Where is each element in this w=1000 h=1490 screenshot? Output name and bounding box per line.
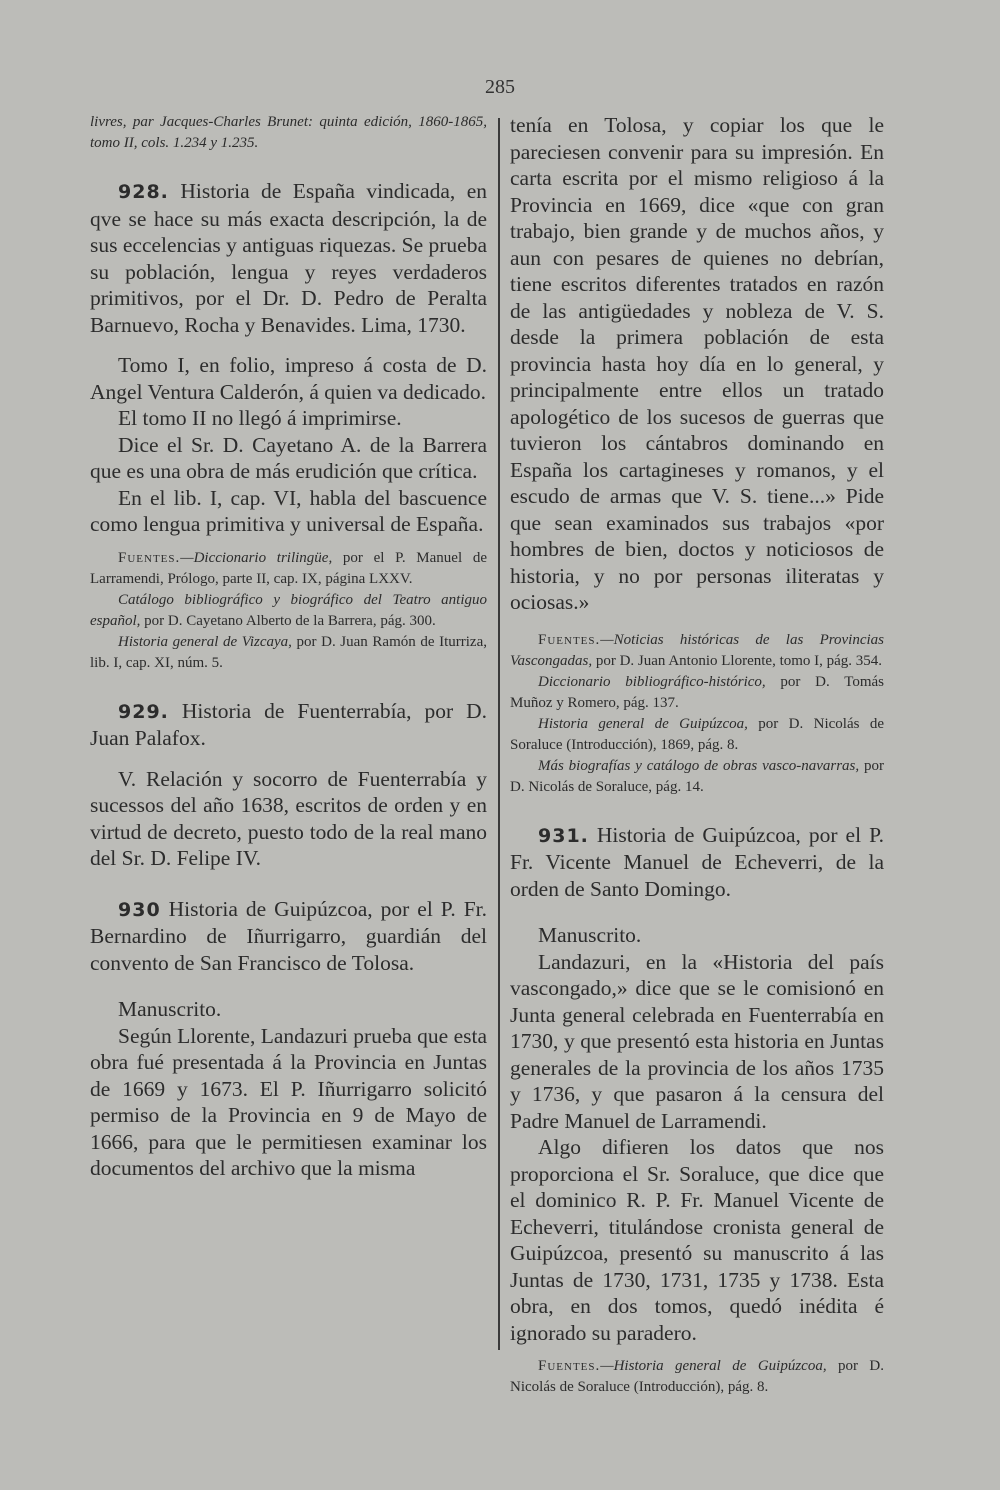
intro-text: livres, par Jacques-Charles Brunet: quinta edición, 1860-1865, tomo II, cols. 1.234 y 1.235. — [90, 114, 487, 151]
entry-number: 928. — [118, 181, 169, 203]
source-detail: por D. Juan Ramón de Iturriza, lib. I, cap. XI, núm. 5. — [90, 633, 487, 671]
paragraph: En el lib. I, cap. VI, habla del bascuence como lengua primitiva y universal de España. — [90, 485, 487, 536]
paragraph: V. Relación y socorro de Fuenterrabía y sucessos del año 1638, escritos de orden y en virtud de decreto, puesto todo de la real mano del Sr. D. Felipe IV. — [90, 766, 487, 870]
paragraph: Tomo I, en folio, impreso á costa de D. Angel Ventura Calderón, á quien va dedicado. — [90, 353, 487, 404]
sources-note — [510, 756, 884, 798]
entry-title: Historia de Fuenterrabía, por D. Juan Palafox. — [90, 698, 488, 750]
column-divider — [498, 118, 500, 1350]
source-detail: por el P. Manuel de Larramendi, Prólogo, parte II, cap. IX, página LXXV. — [90, 549, 487, 587]
entry-title: Historia de Guipúzcoa, por el P. Fr. Vicente Manuel de Echeverri, de la orden de Santo Domingo. — [510, 822, 885, 901]
entry-number: 929. — [118, 700, 169, 723]
entry-928-heading — [90, 178, 487, 338]
source-title: —Historia general de Guipúzcoa, — [600, 1358, 827, 1374]
entry-title: Historia de España vindicada, en qve se hace su más exacta descripción, la de sus eccelencias y antiguas riquezas. Se prueba su población, lengua y reyes verdaderos primitivos, por el Dr. D. Pedro de Peralta Barnuevo, Rocha y Benavides. Lima, 1730. — [90, 179, 488, 337]
source-title: —Diccionario trilingüe, — [180, 549, 333, 566]
paragraph-continuation: tenía en Tolosa, y copiar los que le pareciesen convenir para su impresión. En carta escrita por el mismo religioso á la Provincia en 1669, dice «que con gran trabajo, bien grande y de muchos años, y aun con pesares de quienes no debrían, tiene escritos diferentes tratados en razón de las antigüedades y nobleza de V. S. desde la primera población de esta provincia hasta hoy día en lo general, y principalmente entre ellos un tratado apologético de los sucesos de guerras que tuvieron los cántabros dominando en España los cartagineses y romanos, y el escudo de armas que V. S. tiene...» Pide que sean examinados sus trabajos «por hombres de bien, doctos y noticiosos de historia, y no por personas iliteratas y ociosas.» — [510, 113, 884, 614]
source-title: Más biografías y catálogo de obras vasco-navarras, — [538, 757, 860, 774]
source-title: Catálogo bibliográfico y biográfico del Teatro antiguo español, — [90, 591, 487, 629]
sources-note — [510, 1356, 884, 1398]
source-detail: por D. Nicolás de Soraluce (Introducción), pág. 8. — [510, 1358, 885, 1395]
sources-note — [510, 714, 884, 756]
paragraph: Landazuri, en la «Historia del país vascongado,» dice que se le comisionó en Junta general celebrada en Fuenterrabía en 1730, y que presentó esta historia en Juntas generales de la provincia de los años 1735 y 1736, y que pasaron á la censura del Padre Manuel de Larramendi. — [510, 949, 884, 1133]
left-column — [90, 112, 487, 1182]
source-detail: por D. Nicolás de Soraluce, pág. 14. — [510, 757, 884, 795]
entry-title: Historia de Guipúzcoa, por el P. Fr. Bernardino de Iñurrigarro, guardián del convento de San Francisco de Tolosa. — [90, 896, 488, 975]
paragraph: Según Llorente, Landazuri prueba que esta obra fué presentada á la Provincia en Juntas de 1669 y 1673. El P. Iñurrigarro solicitó permiso de la Provincia en 9 de Mayo de 1666, para que le permitiesen examinar los documentos del archivo que la misma — [90, 1023, 487, 1180]
sources-note — [90, 632, 487, 674]
source-detail: por D. Cayetano Alberto de la Barrera, pág. 300. — [140, 612, 436, 629]
paragraph: Algo difieren los datos que nos proporciona el Sr. Soraluce, que dice que el dominico R. P. Fr. Manuel Vicente de Echeverri, titulándose cronista general de Guipúzcoa, presentó su manuscrito á las Juntas de 1730, 1731, 1735 y 1738. Esta obra, en dos tomos, quedó inédita é ignorado su paradero. — [510, 1135, 884, 1345]
sources-note — [90, 590, 487, 632]
source-detail: por D. Juan Antonio Llorente, tomo I, pág. 354. — [592, 652, 883, 669]
source-title: Diccionario bibliográfico-histórico, — [538, 673, 766, 690]
sources-label: Fuentes. — [538, 1358, 601, 1374]
sources-note — [90, 548, 487, 590]
page-number: 285 — [485, 76, 515, 98]
entry-930-heading — [90, 896, 487, 977]
source-detail: por D. Tomás Muñoz y Romero, pág. 137. — [510, 673, 884, 711]
sources-label: Fuentes. — [118, 549, 181, 566]
paragraph: Manuscrito. — [538, 923, 642, 947]
entry-931-heading — [510, 822, 884, 903]
paragraph: Dice el Sr. D. Cayetano A. de la Barrera que es una obra de más erudición que crítica. — [90, 432, 487, 483]
entry-929-heading — [90, 698, 487, 752]
source-title: —Noticias históricas de las Provincias Vascongadas, — [510, 631, 884, 669]
entry-number: 931. — [538, 824, 589, 847]
sources-note — [510, 630, 884, 672]
right-column — [510, 112, 884, 1398]
paragraph: El tomo II no llegó á imprimirse. — [118, 406, 402, 430]
sources-label: Fuentes. — [538, 631, 601, 648]
left-intro-continuation — [90, 112, 487, 154]
source-title: Historia general de Vizcaya, — [118, 633, 292, 650]
entry-number: 930 — [118, 898, 161, 921]
paragraph: Manuscrito. — [118, 997, 222, 1021]
source-detail: por D. Nicolás de Soraluce (Introducción), 1869, pág. 8. — [510, 715, 885, 753]
source-title: Historia general de Guipúzcoa, — [538, 715, 748, 732]
sources-note — [510, 672, 884, 714]
